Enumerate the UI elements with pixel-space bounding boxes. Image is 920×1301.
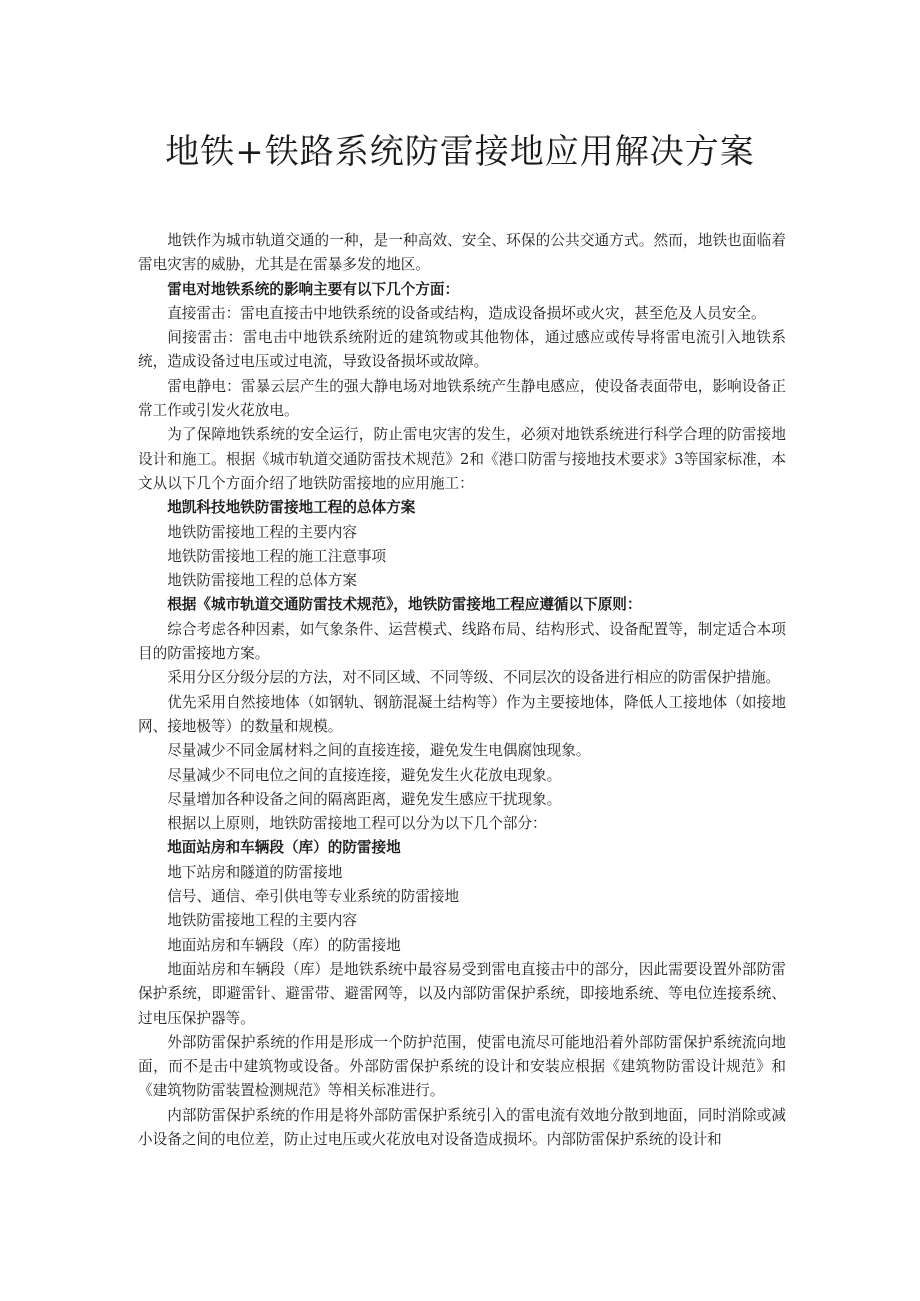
paragraph: 尽量增加各种设备之间的隔离距离，避免发生感应干扰现象。 (167, 790, 562, 808)
document-title: 地铁+铁路系统防雷接地应用解决方案 (165, 132, 755, 172)
paragraph: 地面站房和车辆段（库）是地铁系统中最容易受到雷电直接击中的部分，因此需要设置外部防雷保护系统，即避雷针、避雷带、避雷网等，以及内部防雷保护系统，即接地系统、等电位连接系统、过电压保护器等。 (138, 960, 786, 1027)
paragraph: 地面站房和车辆段（库）的防雷接地 (167, 936, 401, 954)
paragraph: 信号、通信、牵引供电等专业系统的防雷接地 (167, 888, 460, 906)
paragraph: 尽量减少不同金属材料之间的直接连接，避免发生电偶腐蚀现象。 (167, 742, 591, 760)
paragraph: 尽量减少不同电位之间的直接连接，避免发生火花放电现象。 (167, 766, 562, 784)
paragraph: 为了保障地铁系统的安全运行，防止雷电灾害的发生，必须对地铁系统进行科学合理的防雷接地设计和施工。根据《城市轨道交通防雷技术规范》2和《港口防雷与接地技术要求》3等国家标准，本文从以下几个方面介绍了地铁防雷接地的应用施工： (138, 426, 786, 492)
paragraph: 地铁作为城市轨道交通的一种，是一种高效、安全、环保的公共交通方式。然而，地铁也面临着雷电灾害的威胁，尤其是在雷暴多发的地区。 (138, 232, 786, 274)
paragraph: 采用分区分级分层的方法，对不同区域、不同等级、不同层次的设备进行相应的防雷保护措施。 (167, 669, 781, 687)
paragraph: 地下站房和隧道的防雷接地 (167, 863, 343, 881)
paragraph: 优先采用自然接地体（如钢轨、钢筋混凝土结构等）作为主要接地体，降低人工接地体（如接地网、接地极等）的数量和规模。 (138, 693, 786, 735)
paragraph: 综合考虑各种因素，如气象条件、运营模式、线路布局、结构形式、设备配置等，制定适合本项目的防雷接地方案。 (138, 620, 786, 663)
section-heading: 地面站房和车辆段（库）的防雷接地 (167, 839, 401, 857)
paragraph: 外部防雷保护系统的作用是形成一个防护范围，使雷电流尽可能地沿着外部防雷保护系统流向地面，而不是击中建筑物或设备。外部防雷保护系统的设计和安装应根据《建筑物防雷设计规范》和《建筑物防雷装置检测规范》等相关标准进行。 (138, 1033, 786, 1100)
paragraph: 地铁防雷接地工程的主要内容 (167, 523, 357, 541)
paragraph: 直接雷击：雷电直接击中地铁系统的设备或结构，造成设备损坏或火灾，甚至危及人员安全。 (167, 304, 766, 322)
paragraph: 地铁防雷接地工程的总体方案 (167, 572, 357, 590)
document-body (138, 229, 786, 1152)
paragraph: 地铁防雷接地工程的施工注意事项 (167, 547, 387, 565)
paragraph: 间接雷击：雷电击中地铁系统附近的建筑物或其他物体，通过感应或传导将雷电流引入地铁系统，造成设备过电压或过电流，导致设备损坏或故障。 (138, 329, 786, 371)
section-heading: 地凯科技地铁防雷接地工程的总体方案 (167, 499, 416, 517)
paragraph: 根据以上原则，地铁防雷接地工程可以分为以下几个部分： (167, 815, 547, 833)
paragraph: 内部防雷保护系统的作用是将外部防雷保护系统引入的雷电流有效地分散到地面，同时消除或减小设备之间的电位差，防止过电压或火花放电对设备造成损坏。内部防雷保护系统的设计和 (138, 1106, 786, 1148)
section-heading: 根据《城市轨道交通防雷技术规范》，地铁防雷接地工程应遵循以下原则： (167, 596, 642, 614)
paragraph: 雷电静电：雷暴云层产生的强大静电场对地铁系统产生静电感应，使设备表面带电，影响设备正常工作或引发火花放电。 (138, 377, 786, 420)
paragraph: 地铁防雷接地工程的主要内容 (167, 912, 357, 930)
section-heading: 雷电对地铁系统的影响主要有以下几个方面： (167, 280, 460, 298)
